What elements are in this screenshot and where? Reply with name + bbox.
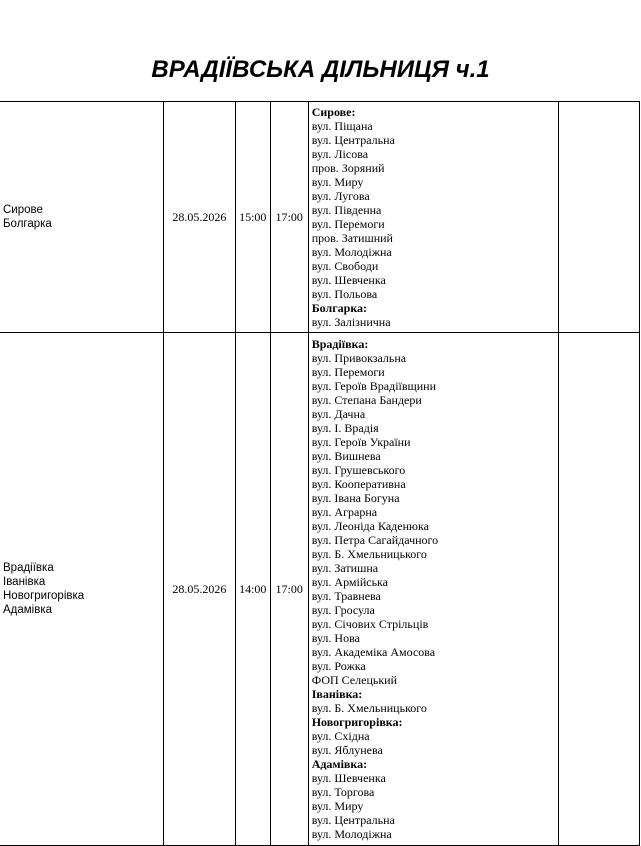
end-time-cell: 17:00 <box>270 333 308 846</box>
street-item: вул. Вишнева <box>311 449 381 463</box>
start-time-cell: 14:00 <box>235 333 270 846</box>
settlement-name: Новогригорівка <box>3 590 85 602</box>
street-item: вул. Степана Бандери <box>311 393 422 407</box>
street-item: вул. Миру <box>311 175 364 189</box>
street-item: вул. Затишна <box>311 561 379 575</box>
street-item: вул. Леоніда Каденюка <box>311 519 429 533</box>
settlement-name: Болгарка <box>3 218 52 230</box>
street-item: вул. Рожка <box>311 659 366 673</box>
page-title: ВРАДІЇВСЬКА ДІЛЬНИЦЯ ч.1 <box>151 56 490 83</box>
street-item: вул. Травнева <box>311 589 381 603</box>
settlement-name: Адамівка <box>3 604 53 616</box>
streets-cell <box>308 102 558 333</box>
settlement-heading: Болгарка: <box>311 301 368 315</box>
street-item: вул. Гросула <box>311 603 375 617</box>
street-item: пров. Затишний <box>311 231 393 245</box>
outage-schedule-table <box>0 101 640 846</box>
settlement-name: Іванівка <box>3 576 46 588</box>
street-item: вул. Аграрна <box>311 505 378 519</box>
street-item: вул. Молодіжна <box>311 245 392 259</box>
street-item: вул. Перемоги <box>311 217 385 231</box>
streets-cell <box>308 333 558 846</box>
settlement-name: Сирове <box>3 204 43 216</box>
street-item: вул. Академіка Амосова <box>311 645 436 659</box>
street-item: вул. Січових Стрільців <box>311 617 429 631</box>
street-item: вул. Б. Хмельницького <box>311 701 427 715</box>
settlements-cell <box>0 102 163 333</box>
start-time-cell: 15:00 <box>235 102 270 333</box>
street-item: вул. Шевченка <box>311 273 386 287</box>
street-item: вул. Кооперативна <box>311 477 406 491</box>
street-item: вул. І. Врадія <box>311 421 379 435</box>
empty-cell <box>559 102 640 333</box>
empty-cell <box>559 333 640 846</box>
settlement-heading: Сирове: <box>311 105 356 119</box>
street-item: вул. Торгова <box>311 785 375 799</box>
street-item: вул. Івана Богуна <box>311 491 400 505</box>
settlement-heading: Врадіївка: <box>311 337 369 351</box>
street-item: пров. Зоряний <box>311 161 385 175</box>
street-item: вул. Яблунева <box>311 743 383 757</box>
settlements-cell <box>0 333 163 846</box>
street-item: вул. Піщана <box>311 119 373 133</box>
street-item: вул. Лісова <box>311 147 369 161</box>
street-item: ФОП Селецький <box>311 673 398 687</box>
date-cell: 28.05.2026 <box>163 102 235 333</box>
street-item: вул. Молодіжна <box>311 827 392 841</box>
schedule-row <box>0 102 640 333</box>
street-item: вул. Армійська <box>311 575 389 589</box>
street-item: вул. Шевченка <box>311 771 386 785</box>
street-item: вул. Героїв України <box>311 435 411 449</box>
street-item: вул. Свободи <box>311 259 379 273</box>
street-item: вул. Лугова <box>311 189 370 203</box>
street-item: вул. Привокзальна <box>311 351 407 365</box>
street-item: вул. Залізнична <box>311 315 391 329</box>
settlement-heading: Новогригорівка: <box>311 715 403 729</box>
street-item: вул. Дачна <box>311 407 366 421</box>
settlement-heading: Адамівка: <box>311 757 368 771</box>
street-item: вул. Центральна <box>311 133 395 147</box>
street-item: вул. Польова <box>311 287 378 301</box>
schedule-row <box>0 333 640 846</box>
street-item: вул. Петра Сагайдачного <box>311 533 439 547</box>
street-item: вул. Східна <box>311 729 370 743</box>
street-item: вул. Центральна <box>311 813 395 827</box>
street-item: вул. Нова <box>311 631 360 645</box>
end-time-cell: 17:00 <box>270 102 308 333</box>
date-cell: 28.05.2026 <box>163 333 235 846</box>
settlement-name: Врадіївка <box>3 562 54 574</box>
street-item: вул. Миру <box>311 799 364 813</box>
street-item: вул. Героїв Врадіївщини <box>311 379 437 393</box>
street-item: вул. Б. Хмельницького <box>311 547 427 561</box>
street-item: вул. Грушевського <box>311 463 406 477</box>
street-item: вул. Південна <box>311 203 382 217</box>
street-item: вул. Перемоги <box>311 365 385 379</box>
settlement-heading: Іванівка: <box>311 687 363 701</box>
